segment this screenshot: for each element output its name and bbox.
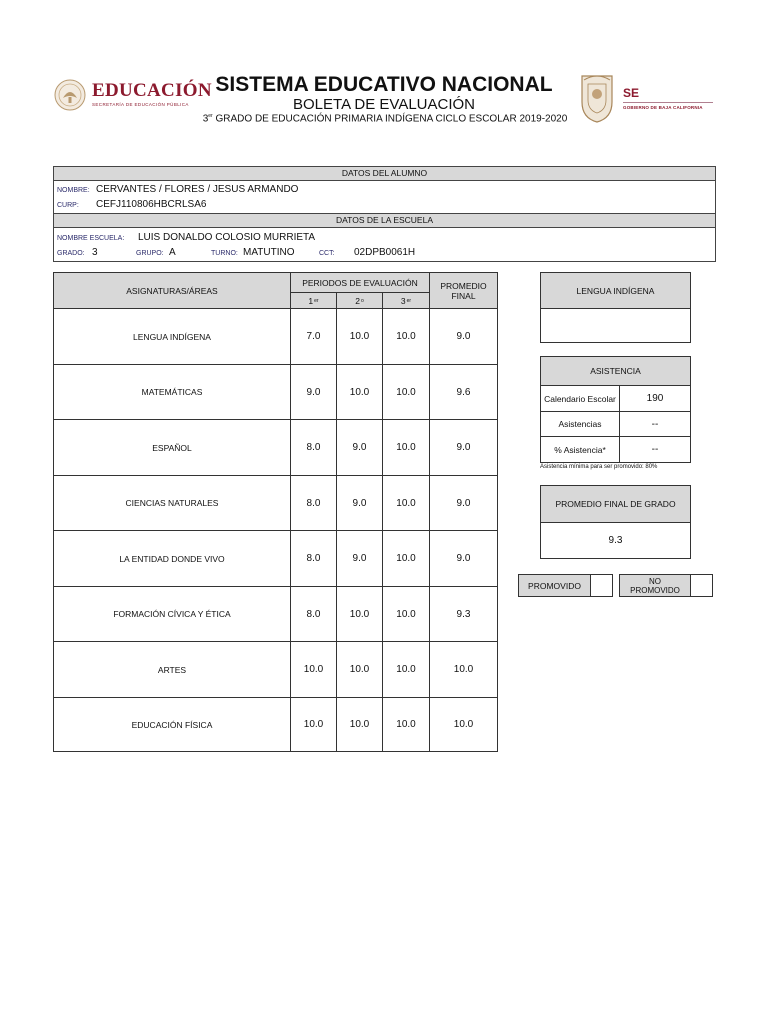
grade-period-3: 10.0 [382,364,430,420]
periods-header: PERIODOS DE EVALUACIÓN [290,272,430,293]
curp-label: CURP: [57,202,79,209]
student-section-header: DATOS DEL ALUMNO [53,166,716,181]
grade-period-1: 10.0 [290,697,337,752]
promoted-label: PROMOVIDO [518,574,591,597]
se-logo-title: SE [623,86,640,100]
period-1-number: 1 [308,295,314,306]
grade-period-3: 10.0 [382,697,430,752]
school-name-label: NOMBRE ESCUELA: [57,235,125,242]
calendar-value: 190 [619,385,691,412]
grade-line-text: GRADO DE EDUCACIÓN PRIMARIA INDÍGENA CICLO ESCOLAR 2019-2020 [215,113,568,125]
period-2-suffix: o [360,297,364,304]
sep-logo-title: EDUCACIÓN [92,80,212,101]
period-3-number: 3 [400,295,406,306]
period-3-header [382,292,430,309]
grade-period-1: 8.0 [290,419,337,476]
subject-name: ARTES [53,641,291,698]
indigenous-language-value [540,308,691,343]
grade-final: 9.0 [429,530,498,587]
final-grade-average-value: 9.3 [540,522,691,559]
document-subtitle: BOLETA DE EVALUACIÓN [293,96,475,113]
grade-period-1: 10.0 [290,641,337,698]
se-logo-subtitle: GOBIERNO DE BAJA CALIFORNIA [623,105,703,110]
group-label: GRUPO: [136,250,164,257]
sep-logo-subtitle: SECRETARÍA DE EDUCACIÓN PÚBLICA [92,102,189,107]
school-group: A [169,247,176,258]
subject-name: CIENCIAS NATURALES [53,475,291,531]
se-logo-divider [623,102,713,103]
grade-period-1: 8.0 [290,586,337,642]
calendar-label: Calendario Escolar [540,385,620,412]
student-curp: CEFJ110806HBCRLSA6 [96,199,207,210]
cct-label: CCT: [319,250,335,257]
final-average-header: PROMEDIO FINAL [429,272,498,309]
student-data-box [53,180,716,214]
state-coat-of-arms-icon [578,72,616,124]
grade-final: 9.0 [429,419,498,476]
grade-period-2: 10.0 [336,586,383,642]
grade-period-2: 10.0 [336,364,383,420]
not-promoted-label: NO PROMOVIDO [619,574,691,597]
grade-final: 10.0 [429,697,498,752]
grade-period-2: 10.0 [336,697,383,752]
subjects-header: ASIGNATURAS/ÁREAS [53,272,291,309]
period-2-header [336,292,383,309]
attendance-percent-value: -- [619,436,691,463]
period-1-header [290,292,337,309]
grade-period-3: 10.0 [382,419,430,476]
school-name: LUIS DONALDO COLOSIO MURRIETA [138,232,316,243]
grade-suffix: er [208,113,213,119]
sep-logo [54,78,212,114]
grade-period-3: 10.0 [382,308,430,365]
grade-period-2: 9.0 [336,475,383,531]
grade-cycle-line [180,113,590,124]
not-promoted-checkbox [690,574,713,597]
period-3-suffix: er [406,297,412,304]
subject-name: LA ENTIDAD DONDE VIVO [53,530,291,587]
subject-name: EDUCACIÓN FÍSICA [53,697,291,752]
grade-period-1: 8.0 [290,530,337,587]
school-cct: 02DPB0061H [354,247,416,258]
subject-name: ESPAÑOL [53,419,291,476]
se-baja-california-logo [578,72,723,126]
student-name: CERVANTES / FLORES / JESUS ARMANDO [96,184,299,195]
attendance-percent-label: % Asistencia* [540,436,620,463]
period-1-suffix: er [314,297,319,304]
attendances-label: Asistencias [540,411,620,437]
attendance-header: ASISTENCIA [540,356,691,386]
shift-label: TURNO: [211,250,238,257]
document-title: SISTEMA EDUCATIVO NACIONAL [215,73,553,96]
subject-name: FORMACIÓN CÍVICA Y ÉTICA [53,586,291,642]
grade-period-3: 10.0 [382,530,430,587]
grade-period-1: 9.0 [290,364,337,420]
grade-period-2: 9.0 [336,419,383,476]
school-data-box [53,227,716,262]
grade-period-2: 10.0 [336,308,383,365]
subject-name: LENGUA INDÍGENA [53,308,291,365]
grade-period-1: 8.0 [290,475,337,531]
grade-final: 9.3 [429,586,498,642]
grade-number: 3 [202,113,209,125]
attendance-note: Asistencia mínima para ser promovido: 80% [540,464,658,470]
indigenous-language-header: LENGUA INDÍGENA [540,272,691,309]
grade-final: 9.0 [429,308,498,365]
promoted-checkbox [590,574,613,597]
subject-name: MATEMÁTICAS [53,364,291,420]
grade-final: 9.0 [429,475,498,531]
attendances-value: -- [619,411,691,437]
grade-period-2: 9.0 [336,530,383,587]
grade-label: GRADO: [57,250,85,257]
grade-period-1: 7.0 [290,308,337,365]
period-2-number: 2 [355,295,360,306]
final-grade-average-header: PROMEDIO FINAL DE GRADO [540,485,691,523]
grade-period-2: 10.0 [336,641,383,698]
school-grade: 3 [92,247,98,258]
school-section-header: DATOS DE LA ESCUELA [53,213,716,228]
name-label: NOMBRE: [57,187,90,194]
grade-period-3: 10.0 [382,641,430,698]
grade-period-3: 10.0 [382,475,430,531]
grade-period-3: 10.0 [382,586,430,642]
grade-final: 10.0 [429,641,498,698]
grade-final: 9.6 [429,364,498,420]
school-shift: MATUTINO [243,247,295,258]
eagle-seal-icon [54,78,86,112]
